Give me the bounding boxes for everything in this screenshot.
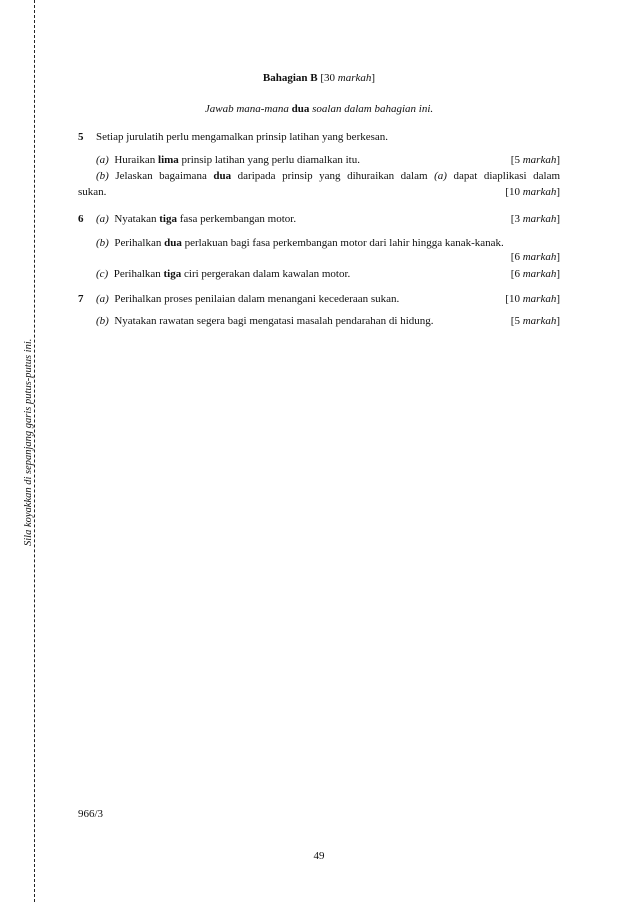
q6-part-a (96, 213, 296, 225)
q7-a-marks-num: [10 (505, 293, 523, 305)
q5-a-marks (511, 154, 560, 166)
section-title (78, 72, 560, 84)
cut-line (34, 0, 35, 902)
q6-c-marks (511, 268, 560, 280)
q6-b-label: (b) (96, 237, 109, 249)
q5-b-mid: daripada prinsip yang dihuraikan dalam (231, 170, 435, 182)
q5-part-a (96, 154, 360, 166)
q7-b-marks (511, 315, 560, 327)
q5-a-marks-num: [5 (510, 154, 523, 166)
q6-a-pre: Nyatakan (114, 213, 160, 225)
instruction-post: soalan dalam bahagian ini. (309, 103, 434, 115)
q7-a-marks-word: markah (522, 293, 557, 305)
q6-c-post: ciri pergerakan dalam kawalan motor. (181, 268, 351, 280)
q6-c-label: (c) (96, 268, 109, 280)
q5-a-label: (a) (96, 154, 109, 166)
q6-c-pre: Perihalkan (113, 268, 164, 280)
q7-part-b (96, 315, 434, 327)
q5-part-b (96, 170, 560, 182)
q5-b-ref: (a) (434, 170, 447, 182)
margin-note: Sila koyakkan di sepanjang garis putus-putus ini. (23, 338, 34, 546)
q6-b-post: perlakuan bagi fasa perkembangan motor dari lahir hingga kanak-kanak. (181, 237, 504, 249)
q5-a-marks-close: ] (556, 154, 560, 166)
section-marks-close: ] (371, 72, 376, 84)
q5-stem: Setiap jurulatih perlu mengamalkan prinsip latihan yang berkesan. (96, 131, 389, 143)
q5-b-marks-num: [10 (505, 186, 523, 198)
q5-b-marks (505, 186, 560, 198)
q6-b-marks-num: [6 (510, 251, 523, 263)
q7-a-marks (505, 293, 560, 305)
q6-a-post: fasa perkembangan motor. (176, 213, 297, 225)
q6-a-marks (511, 213, 560, 225)
q5-a-post: prinsip latihan yang perlu diamalkan itu. (178, 154, 360, 166)
q6-part-c (96, 268, 350, 280)
q7-number: 7 (78, 293, 84, 305)
q7-b-marks-num: [5 (510, 315, 523, 327)
section-title-bold: Bahagian B (262, 72, 318, 84)
q7-b-label: (b) (96, 315, 109, 327)
q6-a-marks-close: ] (556, 213, 560, 225)
q6-b-marks-word: markah (522, 251, 557, 263)
q6-part-b (96, 237, 504, 249)
q5-b-pre: Jelaskan bagaimana (115, 170, 214, 182)
instruction-pre: Jawab mana-mana (204, 103, 292, 115)
q6-b-pre: Perihalkan (114, 237, 165, 249)
paper-code: 966/3 (78, 808, 104, 820)
q7-b-text: Nyatakan rawatan segera bagi mengatasi masalah pendarahan di hidung. (114, 315, 434, 327)
q6-b-marks-close: ] (556, 251, 560, 263)
q6-c-marks-close: ] (556, 268, 560, 280)
q7-a-marks-close: ] (556, 293, 560, 305)
q6-b-marks (511, 251, 560, 263)
q5-b-label: (b) (96, 170, 109, 182)
q5-b-continuation: sukan. (78, 186, 107, 198)
instruction-bold: dua (291, 103, 310, 115)
q5-a-bold: lima (158, 154, 179, 166)
section-instruction (78, 103, 560, 115)
q6-c-marks-num: [6 (510, 268, 523, 280)
section-marks-open: [30 (320, 72, 338, 84)
q6-a-marks-word: markah (522, 213, 557, 225)
q6-a-label: (a) (96, 213, 109, 225)
q7-b-marks-word: markah (522, 315, 557, 327)
q7-a-label: (a) (96, 293, 109, 305)
q5-b-marks-word: markah (522, 186, 557, 198)
q5-a-pre: Huraikan (114, 154, 159, 166)
q6-c-bold: tiga (163, 268, 182, 280)
q7-b-marks-close: ] (556, 315, 560, 327)
q7-part-a (96, 293, 399, 305)
q6-c-marks-word: markah (522, 268, 557, 280)
section-marks-word: markah (337, 72, 372, 84)
q6-number: 6 (78, 213, 84, 225)
q5-number: 5 (78, 131, 84, 143)
q7-a-text: Perihalkan proses penilaian dalam menangani kecederaan sukan. (114, 293, 400, 305)
q5-b-post: dapat diaplikasi dalam (446, 170, 561, 182)
q6-b-bold: dua (164, 237, 182, 249)
q6-a-marks-num: [3 (510, 213, 523, 225)
q6-a-bold: tiga (159, 213, 177, 225)
q5-a-marks-word: markah (522, 154, 557, 166)
q5-b-bold: dua (213, 170, 232, 182)
page-number: 49 (313, 850, 325, 862)
q5-b-marks-close: ] (556, 186, 560, 198)
